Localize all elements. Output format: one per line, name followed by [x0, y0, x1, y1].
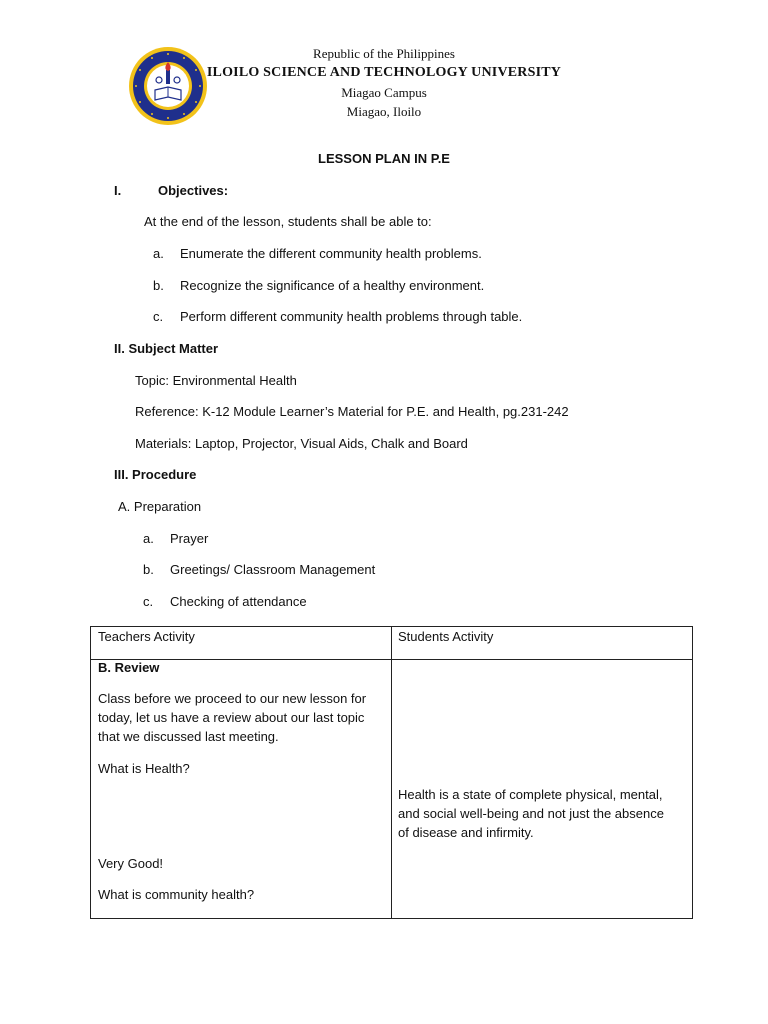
procedure-item-greetings: Greetings/ Classroom Management: [170, 562, 376, 577]
table-column-divider: [391, 627, 392, 918]
table-header-students-activity: Students Activity: [398, 629, 494, 644]
procedure-item-prayer: Prayer: [170, 531, 209, 546]
objectives-heading: Objectives:: [158, 183, 229, 198]
subject-topic: Topic: Environmental Health: [135, 373, 297, 388]
header-university-name: ILOILO SCIENCE AND TECHNOLOGY UNIVERSITY: [206, 65, 562, 80]
lesson-plan-title: LESSON PLAN IN P.E: [318, 151, 450, 166]
header-republic: Republic of the Philippines: [313, 46, 455, 61]
objective-marker-a: a.: [153, 246, 164, 261]
procedure-marker-a: a.: [143, 531, 154, 546]
objective-marker-b: b.: [153, 278, 164, 293]
teacher-review-line-1: Class before we proceed to our new lesson for: [98, 691, 367, 706]
procedure-heading: III. Procedure: [114, 467, 197, 482]
procedure-marker-b: b.: [143, 562, 154, 577]
student-answer-line-1: Health is a state of complete physical, mental,: [398, 787, 663, 802]
table-header-divider: [91, 659, 692, 660]
review-heading: B. Review: [98, 660, 160, 675]
student-answer-line-2: and social well-being and not just the absence: [398, 806, 664, 821]
teacher-review-line-3: that we discussed last meeting.: [98, 729, 279, 744]
teacher-question-health: What is Health?: [98, 761, 190, 776]
procedure-item-attendance: Checking of attendance: [170, 594, 307, 609]
objective-marker-c: c.: [153, 309, 164, 324]
table-header-teachers-activity: Teachers Activity: [98, 629, 195, 644]
header-address: Miagao, Iloilo: [346, 104, 422, 119]
activity-table: [90, 626, 693, 919]
teacher-question-community-health: What is community health?: [98, 887, 255, 902]
objective-item-b: Recognize the significance of a healthy environment.: [180, 278, 485, 293]
procedure-marker-c: c.: [143, 594, 154, 609]
objective-item-a: Enumerate the different community health problems.: [180, 246, 482, 261]
objectives-numeral: I.: [114, 183, 122, 198]
objectives-intro: At the end of the lesson, students shall be able to:: [144, 214, 432, 229]
subject-materials: Materials: Laptop, Projector, Visual Aids, Chalk and Board: [135, 436, 468, 451]
objective-item-c: Perform different community health problems through table.: [180, 309, 523, 324]
student-answer-line-3: of disease and infirmity.: [398, 825, 534, 840]
teacher-review-line-2: today, let us have a review about our last topic: [98, 710, 365, 725]
subject-reference: Reference: K-12 Module Learner’s Material for P.E. and Health, pg.231-242: [135, 404, 569, 419]
teacher-praise: Very Good!: [98, 856, 164, 871]
procedure-preparation: A. Preparation: [118, 499, 202, 514]
subject-matter-heading: II. Subject Matter: [114, 341, 219, 356]
header-campus: Miagao Campus: [341, 85, 427, 100]
